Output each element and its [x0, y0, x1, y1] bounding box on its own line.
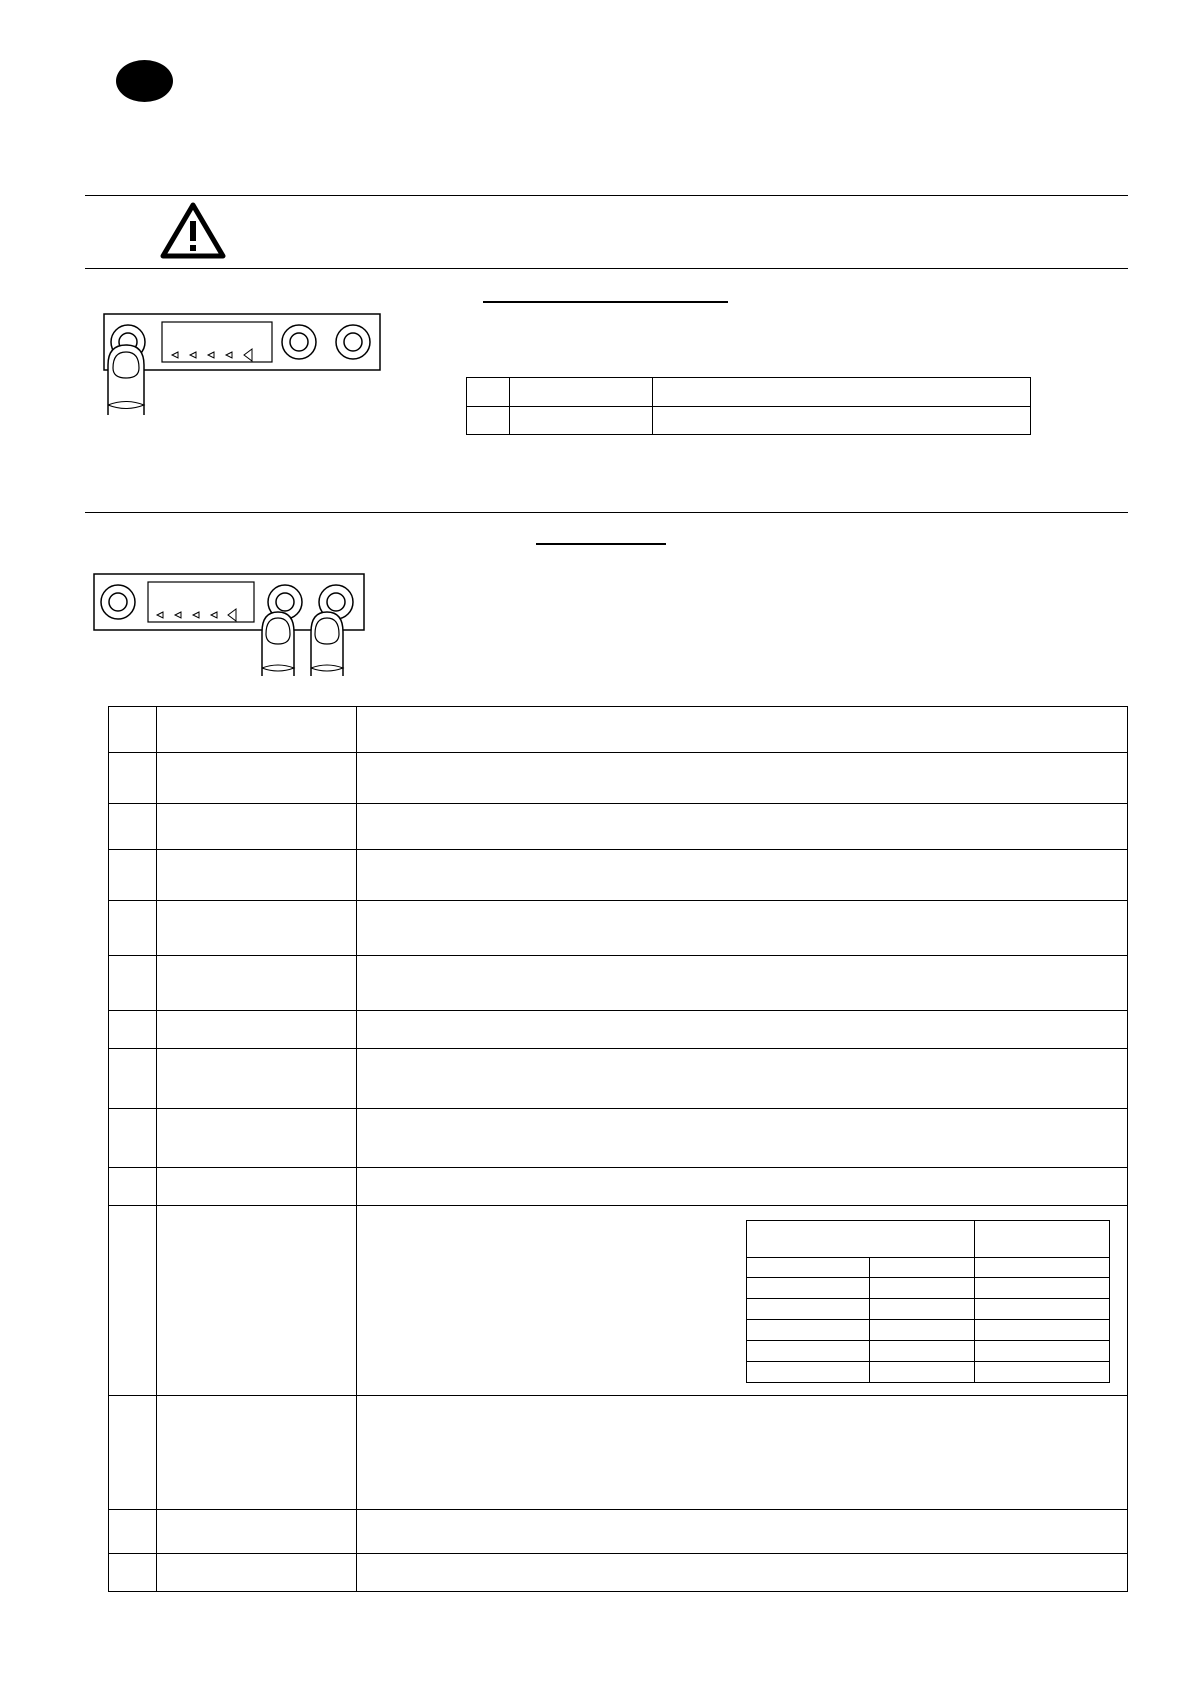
table-cell [109, 804, 157, 850]
table-row [109, 707, 1128, 753]
table-cell [357, 1109, 1128, 1168]
table-cell [109, 1206, 157, 1396]
table-cell [747, 1341, 870, 1362]
table-cell [157, 901, 357, 956]
control-panel-illustration-1 [100, 310, 390, 425]
table-cell [357, 1510, 1128, 1554]
table-cell [357, 1011, 1128, 1049]
table-cell [357, 1168, 1128, 1206]
table-cell [109, 850, 157, 901]
table-row [747, 1278, 1110, 1299]
small-table [466, 377, 1031, 435]
table-cell [357, 1396, 1128, 1510]
table-row [467, 378, 1031, 407]
table-row [747, 1341, 1110, 1362]
table-cell [870, 1278, 975, 1299]
table-row [109, 901, 1128, 956]
table-cell [357, 1049, 1128, 1109]
table-cell [870, 1320, 975, 1341]
table-row [747, 1299, 1110, 1320]
table-cell [357, 707, 1128, 753]
table-cell [747, 1278, 870, 1299]
table-cell [357, 1554, 1128, 1592]
table-cell [747, 1362, 870, 1383]
section1-title-underline [483, 301, 728, 303]
table-cell [109, 1168, 157, 1206]
table-cell [870, 1258, 975, 1278]
table-header-cell [747, 1221, 975, 1258]
table-cell [157, 1554, 357, 1592]
table-cell [109, 1554, 157, 1592]
table-cell [975, 1258, 1110, 1278]
table-row [109, 850, 1128, 901]
table-row [747, 1320, 1110, 1341]
section2-title-underline [536, 543, 666, 545]
table-cell [357, 1206, 1128, 1396]
table-cell [357, 804, 1128, 850]
divider-top [85, 195, 1128, 196]
divider-section2 [85, 512, 1128, 513]
table-cell [109, 1109, 157, 1168]
table-row [109, 1554, 1128, 1592]
table-cell [109, 1049, 157, 1109]
table-cell [109, 753, 157, 804]
table-cell [357, 850, 1128, 901]
table-cell [157, 1510, 357, 1554]
table-cell [109, 1396, 157, 1510]
table-cell [467, 378, 510, 407]
table-cell [157, 1168, 357, 1206]
table-row [747, 1362, 1110, 1383]
table-cell [157, 753, 357, 804]
table-row [109, 1206, 1128, 1396]
sub-table [746, 1220, 1110, 1383]
table-cell [157, 804, 357, 850]
table-cell [975, 1341, 1110, 1362]
table-cell [157, 1011, 357, 1049]
table-cell [157, 956, 357, 1011]
table-cell [747, 1299, 870, 1320]
table-cell [653, 407, 1031, 435]
table-cell [870, 1362, 975, 1383]
table-row [109, 804, 1128, 850]
table-cell [975, 1320, 1110, 1341]
table-cell [747, 1320, 870, 1341]
table-row [109, 753, 1128, 804]
table-row [109, 1109, 1128, 1168]
table-cell [157, 850, 357, 901]
table-row [747, 1258, 1110, 1278]
table-row [109, 1011, 1128, 1049]
table-cell [357, 956, 1128, 1011]
table-cell [870, 1341, 975, 1362]
table-cell [157, 1206, 357, 1396]
warning-icon [160, 201, 226, 264]
table-cell [357, 901, 1128, 956]
table-cell [975, 1362, 1110, 1383]
control-panel-illustration-2 [90, 570, 380, 685]
table-cell [157, 707, 357, 753]
table-cell [109, 1510, 157, 1554]
table-cell [510, 378, 653, 407]
table-cell [157, 1109, 357, 1168]
table-cell [109, 901, 157, 956]
table-cell [653, 378, 1031, 407]
table-cell [467, 407, 510, 435]
table-cell [870, 1299, 975, 1320]
table-cell [109, 1011, 157, 1049]
table-cell [357, 753, 1128, 804]
language-badge [116, 60, 173, 102]
table-cell [975, 1299, 1110, 1320]
table-row [109, 1396, 1128, 1510]
table-row [109, 956, 1128, 1011]
divider-warning-bottom [85, 268, 1128, 269]
table-cell [975, 1278, 1110, 1299]
table-cell [747, 1258, 870, 1278]
table-cell [157, 1049, 357, 1109]
table-cell [109, 956, 157, 1011]
table-row [467, 407, 1031, 435]
table-row [747, 1221, 1110, 1258]
table-row [109, 1049, 1128, 1109]
table-cell [109, 707, 157, 753]
table-cell [157, 1396, 357, 1510]
table-row [109, 1510, 1128, 1554]
parameter-table [108, 706, 1128, 1592]
table-header-cell [975, 1221, 1110, 1258]
table-cell [510, 407, 653, 435]
table-row [109, 1168, 1128, 1206]
